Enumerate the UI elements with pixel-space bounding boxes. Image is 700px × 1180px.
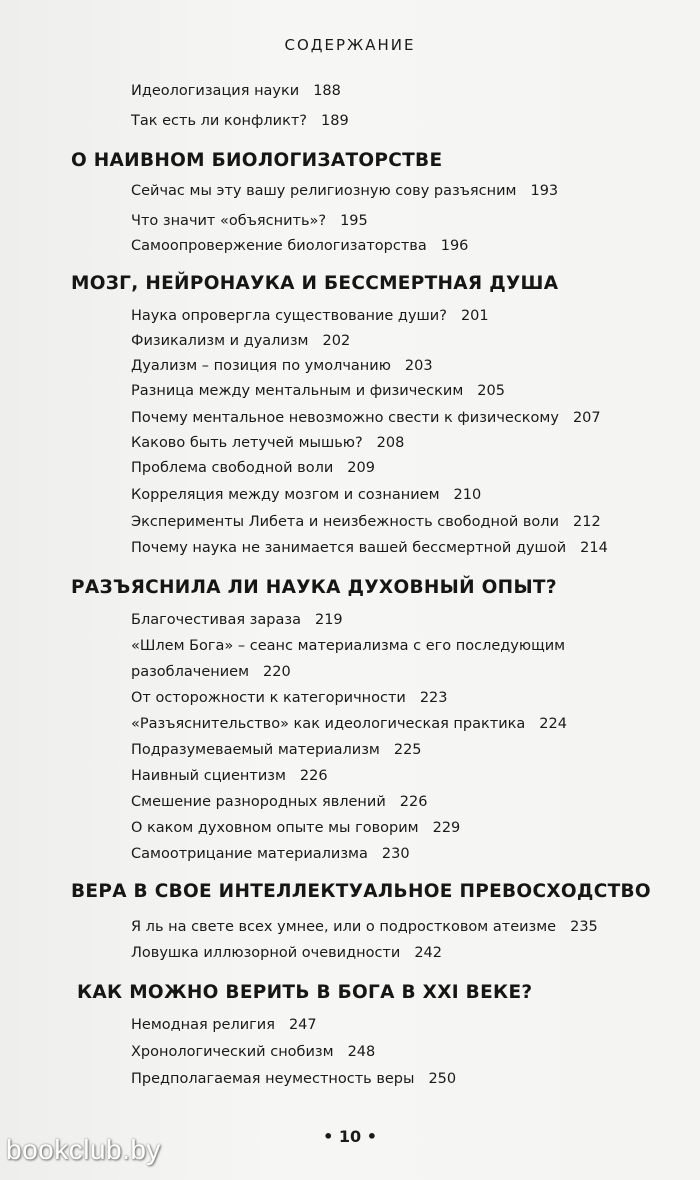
entry-page-number: 205: [477, 383, 505, 399]
toc-entry: [131, 768, 328, 784]
entry-page-number: 242: [414, 945, 442, 961]
entry-title: Корреляция между мозгом и сознанием: [131, 487, 440, 503]
toc-entry: [131, 358, 433, 374]
toc-entry: [131, 945, 442, 961]
toc-entry: [131, 83, 341, 99]
entry-title: Я ль на свете всех умнее, или о подростковом атеизме: [131, 919, 557, 935]
entry-title: Так есть ли конфликт?: [131, 113, 308, 129]
entry-page-number: 207: [572, 410, 601, 426]
entry-title: Сейчас мы эту вашу религиозную сову разъясним: [131, 183, 517, 199]
entry-page-number: 248: [347, 1044, 376, 1060]
entry-title: О каком духовном опыте мы говорим: [131, 820, 419, 836]
entry-title: Хронологический снобизм: [131, 1044, 334, 1060]
entry-page-number: 202: [322, 333, 351, 349]
toc-entry: [131, 460, 375, 476]
toc-entry: [131, 664, 291, 680]
toc-entry: [131, 113, 349, 129]
entry-page-number: 209: [347, 460, 375, 476]
entry-page-number: 195: [340, 213, 368, 229]
toc-entry: [131, 716, 567, 732]
toc-entry: [131, 487, 481, 503]
toc-entry: [131, 612, 343, 628]
section-title: КАК МОЖНО ВЕРИТЬ В БОГА В XXI ВЕКЕ?: [77, 982, 533, 1003]
entry-page-number: 229: [432, 820, 461, 836]
toc-entry: [131, 1071, 456, 1087]
entry-title: Эксперименты Либета и неизбежность свободной воли: [131, 514, 559, 530]
entry-title: Физикализм и дуализм: [131, 333, 309, 349]
entry-page-number: 188: [313, 83, 341, 99]
toc-section-heading: [71, 881, 651, 902]
toc-entry: [131, 308, 489, 324]
entry-title: Дуализм – позиция по умолчанию: [131, 358, 391, 374]
entry-page-number: 226: [299, 768, 328, 784]
watermark: bookclub.by: [6, 1134, 161, 1165]
toc-entry: [131, 1044, 375, 1060]
entry-title: «Разъяснительство» как идеологическая практика: [131, 716, 526, 732]
entry-page-number: 212: [573, 514, 601, 530]
entry-page-number: 223: [419, 690, 448, 706]
entry-page-number: 230: [381, 846, 410, 862]
toc-entry: [131, 213, 368, 229]
entry-title: разоблачением: [131, 664, 250, 680]
entry-page-number: 235: [570, 919, 598, 935]
entry-title: Идеологизация науки: [131, 83, 300, 99]
toc-entry: [131, 919, 598, 935]
entry-page-number: 210: [453, 487, 482, 503]
entry-title: Смешение разнородных явлений: [131, 794, 386, 810]
entry-page-number: 189: [321, 113, 349, 129]
toc-entry: [131, 410, 601, 426]
entry-title: Наивный сциентизм: [131, 768, 286, 784]
page-header: СОДЕРЖАНИЕ: [284, 36, 416, 54]
entry-page-number: 219: [314, 612, 343, 628]
toc-entry: [131, 742, 422, 758]
toc-entry: [131, 383, 505, 399]
toc-entry: [131, 846, 410, 862]
entry-title: От осторожности к категоричности: [131, 690, 406, 706]
toc-entry: [131, 540, 608, 556]
entry-title: Самоопровержение биологизаторства: [131, 238, 427, 254]
entry-title: Разница между ментальным и физическим: [131, 383, 464, 399]
toc-entry: [131, 514, 601, 530]
entry-page-number: 247: [288, 1017, 317, 1033]
toc-section-heading: [77, 982, 532, 1003]
entry-title: Предполагаемая неуместность веры: [131, 1071, 415, 1087]
toc-entry: [131, 435, 404, 451]
toc-section-heading: [71, 273, 558, 294]
toc-entry: [131, 333, 350, 349]
entry-title: Наука опровергла существование души?: [131, 308, 447, 324]
entry-title: «Шлем Бога» – сеанс материализма с его последующим: [131, 638, 566, 654]
entry-title: Проблема свободной воли: [131, 460, 334, 476]
toc-entry: [131, 183, 558, 199]
toc-entry: [131, 638, 565, 654]
entry-page-number: 220: [263, 664, 291, 680]
entry-title: Самоотрицание материализма: [131, 846, 368, 862]
section-title: МОЗГ, НЕЙРОНАУКА И БЕССМЕРТНАЯ ДУША: [71, 273, 559, 294]
entry-title: Почему ментальное невозможно свести к физическому: [131, 410, 559, 426]
entry-title: Каково быть летучей мышью?: [131, 435, 363, 451]
entry-title: Ловушка иллюзорной очевидности: [131, 945, 401, 961]
section-title: ВЕРА В СВОЕ ИНТЕЛЛЕКТУАЛЬНОЕ ПРЕВОСХОДСТВО: [71, 881, 651, 902]
entry-title: Подразумеваемый материализм: [131, 742, 380, 758]
toc-entry: [131, 794, 427, 810]
entry-page-number: 208: [376, 435, 405, 451]
entry-page-number: 193: [530, 183, 559, 199]
entry-title: Немодная религия: [131, 1017, 275, 1033]
section-title: РАЗЪЯСНИЛА ЛИ НАУКА ДУХОВНЫЙ ОПЫТ?: [71, 577, 557, 598]
page-number: • 10 •: [323, 1127, 377, 1146]
toc-section-heading: [71, 150, 442, 171]
entry-page-number: 214: [580, 540, 608, 556]
entry-title: Почему наука не занимается вашей бессмертной душой: [131, 540, 567, 556]
section-title: О НАИВНОМ БИОЛОГИЗАТОРСТВЕ: [71, 150, 443, 171]
entry-title: Благочестивая зараза: [131, 612, 301, 628]
toc-entry: [131, 820, 460, 836]
entry-page-number: 250: [428, 1071, 457, 1087]
entry-page-number: 201: [460, 308, 489, 324]
toc-entry: [131, 1017, 317, 1033]
entry-title: Что значит «объяснить»?: [131, 213, 327, 229]
toc-entry: [131, 690, 448, 706]
entry-page-number: 203: [404, 358, 433, 374]
toc-section-heading: [71, 577, 557, 598]
entry-page-number: 224: [539, 716, 567, 732]
toc-entry: [131, 238, 468, 254]
entry-page-number: 226: [399, 794, 428, 810]
entry-page-number: 196: [440, 238, 469, 254]
entry-page-number: 225: [393, 742, 422, 758]
